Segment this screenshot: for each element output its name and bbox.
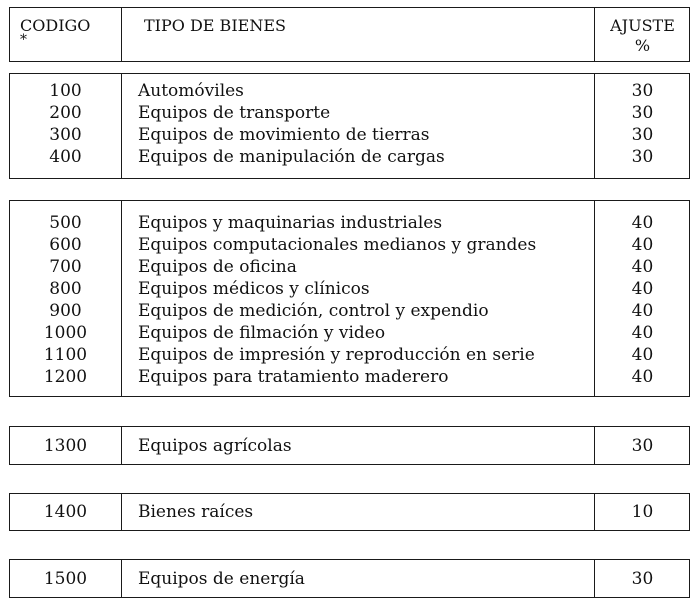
- header-ajuste: AJUSTE %: [610, 16, 675, 55]
- table-row: [10, 234, 689, 256]
- table-row: [10, 124, 689, 146]
- header-tipo: TIPO DE BIENES: [144, 16, 286, 35]
- table-row: [10, 102, 689, 124]
- row-adjust: 30: [631, 436, 654, 456]
- row-code: 400: [49, 147, 82, 167]
- table-row: [10, 278, 689, 300]
- row-adjust: 30: [631, 103, 654, 123]
- row-code: 1200: [43, 367, 88, 387]
- row-code: 900: [49, 301, 82, 321]
- row-code: 1300: [43, 436, 88, 456]
- table-row: [10, 300, 689, 322]
- group-3: [9, 426, 690, 465]
- table-row: [10, 501, 689, 523]
- row-adjust: 40: [631, 367, 654, 387]
- row-desc: Equipos agrícolas: [138, 436, 292, 456]
- row-desc: Equipos de transporte: [138, 103, 331, 123]
- row-code: 800: [49, 279, 82, 299]
- table-row: [10, 344, 689, 366]
- row-adjust: 40: [631, 213, 654, 233]
- row-adjust: 30: [631, 569, 654, 589]
- row-desc: Equipos de movimiento de tierras: [138, 125, 430, 145]
- header-codigo: CODIGO *: [20, 16, 91, 48]
- table-row: [10, 322, 689, 344]
- row-code: 300: [49, 125, 82, 145]
- table-row: [10, 146, 689, 168]
- group-4: [9, 493, 690, 531]
- row-desc: Equipos para tratamiento maderero: [138, 367, 449, 387]
- column-divider: [121, 8, 122, 61]
- row-adjust: 40: [631, 301, 654, 321]
- table-row: [10, 80, 689, 102]
- row-desc: Equipos computacionales medianos y grandes: [138, 235, 537, 255]
- table-row: [10, 435, 689, 457]
- row-desc: Equipos de manipulación de cargas: [138, 147, 445, 167]
- row-code: 600: [49, 235, 82, 255]
- row-code: 100: [49, 81, 82, 101]
- row-desc: Equipos de impresión y reproducción en serie: [138, 345, 535, 365]
- row-desc: Equipos y maquinarias industriales: [138, 213, 443, 233]
- table-row: [10, 366, 689, 388]
- row-adjust: 40: [631, 279, 654, 299]
- row-code: 1000: [43, 323, 88, 343]
- row-code: 1100: [43, 345, 88, 365]
- row-desc: Equipos médicos y clínicos: [138, 279, 370, 299]
- group-2: [9, 200, 690, 397]
- row-code: 1500: [43, 569, 88, 589]
- row-desc: Bienes raíces: [138, 502, 254, 522]
- row-code: 700: [49, 257, 82, 277]
- header-codigo-mark: *: [20, 32, 27, 48]
- row-desc: Automóviles: [138, 81, 244, 101]
- group-5: [9, 559, 690, 598]
- row-adjust: 30: [631, 147, 654, 167]
- row-adjust: 30: [631, 125, 654, 145]
- row-code: 500: [49, 213, 82, 233]
- table-row: [10, 256, 689, 278]
- row-desc: Equipos de filmación y video: [138, 323, 386, 343]
- row-desc: Equipos de energía: [138, 569, 305, 589]
- row-adjust: 40: [631, 323, 654, 343]
- row-adjust: 30: [631, 81, 654, 101]
- row-adjust: 40: [631, 257, 654, 277]
- row-adjust: 10: [631, 502, 654, 522]
- table-row: [10, 568, 689, 590]
- row-code: 200: [49, 103, 82, 123]
- group-1: [9, 73, 690, 179]
- table-row: [10, 212, 689, 234]
- table-header: [9, 7, 690, 62]
- row-desc: Equipos de oficina: [138, 257, 297, 277]
- row-adjust: 40: [631, 235, 654, 255]
- row-code: 1400: [43, 502, 88, 522]
- row-desc: Equipos de medición, control y expendio: [138, 301, 489, 321]
- row-adjust: 40: [631, 345, 654, 365]
